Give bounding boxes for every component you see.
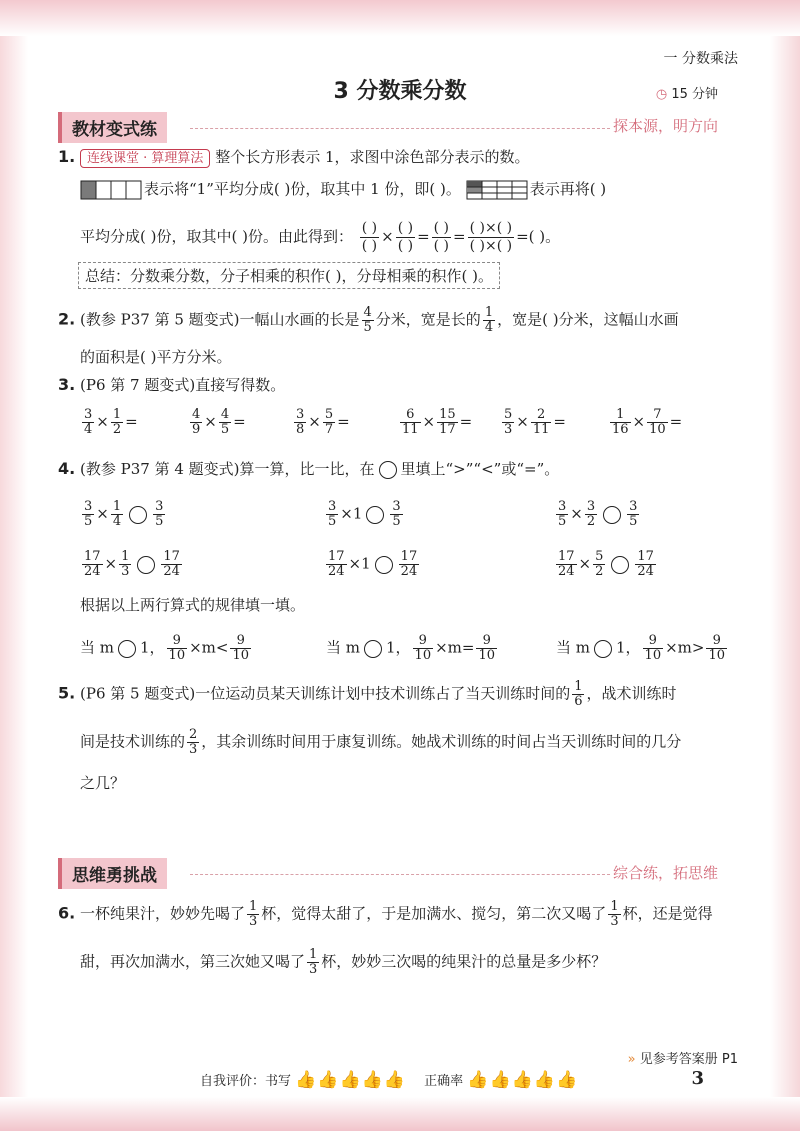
q5-line1: 5. (P6 第 5 题变式)一位运动员某天训练计划中技术训练占了当天训练时间的 $\frac{1}{6}$ ，战术训练时 bbox=[58, 679, 677, 709]
q3-expression: $\frac{3}{8}$ × $\frac{5}{7}$ = bbox=[296, 407, 350, 437]
q1-frac-1: $\frac{( )}{( )}$ bbox=[361, 220, 378, 254]
fraction: $\frac{17}{24}$ bbox=[84, 549, 101, 579]
fraction: $\frac{3}{5}$ bbox=[84, 499, 93, 529]
answer-circle[interactable] bbox=[366, 506, 384, 524]
frac-one-third: $\frac{1}{3}$ bbox=[249, 899, 258, 929]
q5-line2: 间是技术训练的 $\frac{2}{3}$ ，其余训练时间用于康复训练。她战术训练的时间占当天训练时间的几分 bbox=[80, 727, 682, 757]
answer-circle[interactable] bbox=[611, 556, 629, 574]
fraction: $\frac{3}{5}$ bbox=[629, 499, 638, 529]
q5-frac-tech: $\frac{1}{6}$ bbox=[574, 679, 583, 709]
q4-rule-eq: 当 m 1， $\frac{9}{10}$ ×m= $\frac{9}{10}$ bbox=[326, 633, 496, 663]
timer bbox=[656, 83, 718, 102]
fraction: $\frac{3}{5}$ bbox=[392, 499, 401, 529]
fraction: $\frac{1}{4}$ bbox=[112, 499, 122, 529]
answer-circle[interactable] bbox=[375, 556, 393, 574]
fraction: $\frac{15}{17}$ bbox=[439, 407, 456, 437]
q3-expression: $\frac{6}{11}$ × $\frac{15}{17}$ = bbox=[402, 407, 473, 437]
frac-9-10: $\frac{9}{10}$ bbox=[478, 633, 496, 663]
fraction: $\frac{7}{10}$ bbox=[649, 407, 666, 437]
fraction: $\frac{6}{11}$ bbox=[402, 407, 419, 437]
answer-circle[interactable] bbox=[137, 556, 155, 574]
q5-frac-tactic: $\frac{2}{3}$ bbox=[189, 727, 198, 757]
time-label: 15 分钟 bbox=[671, 87, 718, 102]
q1-stem bbox=[58, 146, 530, 170]
fraction: $\frac{5}{3}$ bbox=[504, 407, 513, 437]
q4-compare-expression: $\frac{3}{5}$ ×1 $\frac{3}{5}$ bbox=[328, 499, 401, 529]
section-tag-textbook: 教材变式练 bbox=[58, 112, 167, 143]
q1-frac-3: $\frac{( )}{( )}$ bbox=[433, 220, 450, 254]
section-note-textbook: 探本源，明方向 bbox=[612, 117, 718, 135]
clock-icon: ◷ bbox=[655, 87, 668, 102]
q4-rule-gt: 当 m 1， $\frac{9}{10}$ ×m> $\frac{9}{10}$ bbox=[556, 633, 726, 663]
fraction: $\frac{17}{24}$ bbox=[400, 549, 418, 579]
fraction: $\frac{4}{5}$ bbox=[220, 407, 230, 437]
fraction: $\frac{17}{24}$ bbox=[637, 549, 654, 579]
rect-grid-diagram bbox=[466, 180, 530, 200]
q1-frac-product: $\frac{( )\times( )}{( )\times( )}$ bbox=[469, 220, 513, 254]
q1-line1a: 表示将“1”平均分成( )份，取其中 1 份，即( )。 bbox=[144, 180, 461, 198]
fraction: $\frac{3}{2}$ bbox=[586, 499, 596, 529]
frac-9-10: $\frac{9}{10}$ bbox=[168, 633, 186, 663]
q4-compare-expression: $\frac{3}{5}$ × $\frac{1}{4}$ $\frac{3}{5}$ bbox=[84, 499, 164, 529]
fraction: $\frac{3}{5}$ bbox=[155, 499, 164, 529]
top-band bbox=[0, 0, 800, 36]
q3-expressions bbox=[80, 404, 720, 444]
frac-9-10: $\frac{9}{10}$ bbox=[232, 633, 250, 663]
q2-frac-length: $\frac{4}{5}$ bbox=[363, 305, 372, 335]
q4-compare-expression: $\frac{17}{24}$ ×1 $\frac{17}{24}$ bbox=[328, 549, 418, 579]
thumbs-up-icons[interactable]: 👍👍👍👍👍 bbox=[295, 1070, 406, 1090]
answer-circle[interactable] bbox=[118, 640, 136, 658]
q3-expression: $\frac{5}{3}$ × $\frac{2}{11}$ = bbox=[504, 407, 566, 437]
self-evaluation: 自我评价：书写 👍👍👍👍👍 正确率 👍👍👍👍👍 bbox=[200, 1070, 579, 1090]
frac-one-third: $\frac{1}{3}$ bbox=[610, 899, 619, 929]
section-tag-challenge: 思维勇挑战 bbox=[58, 858, 167, 889]
q6-number: 6. bbox=[58, 903, 76, 923]
fraction: $\frac{1}{16}$ bbox=[612, 407, 629, 437]
answer-circle[interactable] bbox=[129, 506, 147, 524]
fraction: $\frac{1}{2}$ bbox=[112, 407, 122, 437]
answer-circle[interactable] bbox=[603, 506, 621, 524]
rect-quarter-diagram bbox=[80, 180, 144, 200]
q4-stem: 4. (教参 P37 第 4 题变式)算一算，比一比，在 里填上“>”“<”或“=”。 bbox=[58, 459, 560, 478]
q4-compare-expression: $\frac{17}{24}$ × $\frac{5}{2}$ $\frac{17}{24}$ bbox=[558, 549, 654, 579]
fraction: $\frac{5}{7}$ bbox=[324, 407, 334, 437]
answer-ref: » 见参考答案册 P1 bbox=[627, 1052, 738, 1067]
q4-compare-expression: $\frac{3}{5}$ × $\frac{3}{2}$ $\frac{3}{5}$ bbox=[558, 499, 638, 529]
fraction: $\frac{4}{9}$ bbox=[192, 407, 201, 437]
q1-line2: 平均分成( )份，取其中( )份。由此得到： $\frac{( )}{( )}$ × $\frac{( )}{( )}$ = $\frac{( )}{( )}$ = $\frac{( )\times( )}{( )\times( )}$ =( )。 bbox=[80, 220, 561, 254]
page-number: 3 bbox=[691, 1068, 704, 1089]
fraction: $\frac{2}{11}$ bbox=[532, 407, 550, 437]
q1-line1b: 表示再将( ) bbox=[529, 180, 607, 198]
q3-expression: $\frac{4}{9}$ × $\frac{4}{5}$ = bbox=[192, 407, 246, 437]
q3-number: 3. bbox=[58, 375, 76, 394]
compare-circle-icon bbox=[379, 461, 397, 479]
answer-circle[interactable] bbox=[594, 640, 612, 658]
q3-expression: $\frac{3}{4}$ × $\frac{1}{2}$ = bbox=[84, 407, 138, 437]
fraction: $\frac{5}{2}$ bbox=[595, 549, 604, 579]
unit-label: 一 分数乘法 bbox=[663, 51, 738, 67]
q4-row1 bbox=[80, 494, 720, 536]
frac-9-10: $\frac{9}{10}$ bbox=[644, 633, 662, 663]
q1-line1 bbox=[80, 178, 606, 200]
q4-rule-lt: 当 m 1， $\frac{9}{10}$ ×m< $\frac{9}{10}$ bbox=[80, 633, 250, 663]
q1-frac-2: $\frac{( )}{( )}$ bbox=[397, 220, 414, 254]
fraction: $\frac{3}{5}$ bbox=[328, 499, 337, 529]
section-divider bbox=[190, 874, 610, 876]
q2-line1: 2. (教参 P37 第 5 题变式)一幅山水画的长是 $\frac{4}{5}$ 分米，宽是长的 $\frac{1}{4}$ ，宽是( )分米，这幅山水画 bbox=[58, 305, 679, 335]
q2-line2: 的面积是( )平方分米。 bbox=[80, 348, 232, 366]
q4-row2 bbox=[80, 544, 720, 586]
fraction: $\frac{3}{5}$ bbox=[558, 499, 567, 529]
answer-circle[interactable] bbox=[364, 640, 382, 658]
q1-summary: 总结：分数乘分数，分子相乘的积作( )，分母相乘的积作( )。 bbox=[78, 262, 500, 289]
section-note-challenge: 综合练，拓思维 bbox=[612, 864, 718, 882]
page-title: 3 分数乘分数 bbox=[333, 79, 467, 104]
frac-9-10: $\frac{9}{10}$ bbox=[708, 633, 726, 663]
q4-rule-row bbox=[80, 628, 726, 668]
q2-number: 2. bbox=[58, 309, 76, 329]
bottom-band bbox=[0, 1097, 800, 1131]
thumbs-up-icons[interactable]: 👍👍👍👍👍 bbox=[467, 1070, 579, 1090]
fraction: $\frac{17}{24}$ bbox=[163, 549, 180, 579]
q3-expression: $\frac{1}{16}$ × $\frac{7}{10}$ = bbox=[612, 407, 683, 437]
q1-pill: 连线课堂 · 算理算法 bbox=[80, 149, 210, 168]
frac-9-10: $\frac{9}{10}$ bbox=[414, 633, 432, 663]
q1-tail: =( )。 bbox=[516, 227, 561, 246]
fraction: $\frac{17}{24}$ bbox=[558, 549, 575, 579]
double-chevron-icon: » bbox=[627, 1052, 636, 1067]
fraction: $\frac{3}{8}$ bbox=[296, 407, 305, 437]
fraction: $\frac{3}{4}$ bbox=[84, 407, 93, 437]
q5-line3: 之几？ bbox=[80, 774, 126, 792]
q2-frac-ratio: $\frac{1}{4}$ bbox=[484, 305, 494, 335]
q6-line1: 6. 一杯纯果汁，妙妙先喝了 $\frac{1}{3}$ 杯，觉得太甜了，于是加满水、搅匀，第二次又喝了 $\frac{1}{3}$ 杯，还是觉得 bbox=[58, 899, 713, 929]
section-divider bbox=[190, 128, 610, 130]
q1-line2a: 平均分成( )份，取其中( )份。由此得到： bbox=[80, 227, 353, 246]
frac-one-third: $\frac{1}{3}$ bbox=[309, 947, 318, 977]
q1-number: 1. bbox=[58, 147, 76, 166]
q6-line2: 甜，再次加满水，第三次她又喝了 $\frac{1}{3}$ 杯，妙妙三次喝的纯果汁的总量是多少杯？ bbox=[80, 947, 607, 977]
q3-stem: 3. (P6 第 7 题变式)直接写得数。 bbox=[58, 375, 286, 394]
q4-compare-expression: $\frac{17}{24}$ × $\frac{1}{3}$ $\frac{17}{24}$ bbox=[84, 549, 180, 579]
fraction: $\frac{1}{3}$ bbox=[121, 549, 130, 579]
q5-number: 5. bbox=[58, 683, 76, 703]
q4-number: 4. bbox=[58, 459, 76, 478]
fraction: $\frac{17}{24}$ bbox=[328, 549, 345, 579]
q1-stem-text: 整个长方形表示 1，求图中涂色部分表示的数。 bbox=[215, 148, 530, 166]
q4-rule: 根据以上两行算式的规律填一填。 bbox=[80, 596, 306, 614]
